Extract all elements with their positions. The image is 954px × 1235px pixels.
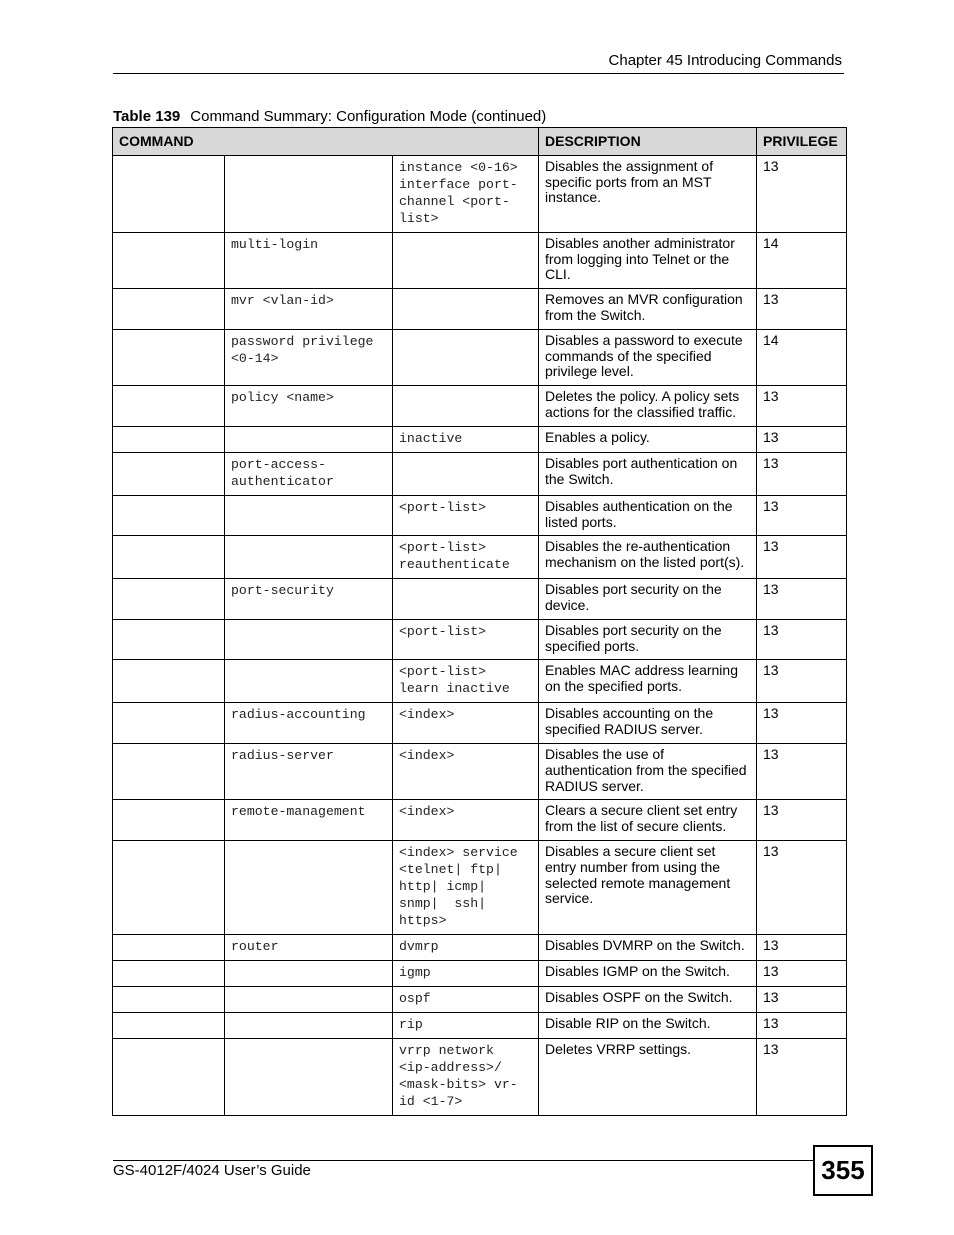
command-level3-cell: ospf bbox=[393, 987, 539, 1013]
table-row bbox=[113, 536, 847, 579]
description-cell: Enables a policy. bbox=[539, 427, 757, 453]
command-level3-cell: <index> service <telnet| ftp| http| icmp| snmp| ssh| https> bbox=[393, 841, 539, 935]
description-cell: Disables a secure client set entry number from using the selected remote management service. bbox=[539, 841, 757, 935]
table-row bbox=[113, 1039, 847, 1116]
table-caption bbox=[113, 108, 546, 125]
table-row bbox=[113, 744, 847, 800]
description-cell: Disables another administrator from logging into Telnet or the CLI. bbox=[539, 233, 757, 289]
description-cell: Disables a password to execute commands of the specified privilege level. bbox=[539, 330, 757, 386]
table-row bbox=[113, 427, 847, 453]
command-level2-cell bbox=[225, 841, 393, 935]
description-cell: Disables port authentication on the Switch. bbox=[539, 453, 757, 496]
command-level1-cell bbox=[113, 703, 225, 744]
description-cell: Disable RIP on the Switch. bbox=[539, 1013, 757, 1039]
description-cell: Deletes VRRP settings. bbox=[539, 1039, 757, 1116]
command-level1-cell bbox=[113, 660, 225, 703]
command-level3-cell bbox=[393, 289, 539, 330]
command-level1-cell bbox=[113, 1013, 225, 1039]
command-level2-cell: policy <name> bbox=[225, 386, 393, 427]
command-level1-cell bbox=[113, 620, 225, 660]
table-row bbox=[113, 233, 847, 289]
command-level1-cell bbox=[113, 289, 225, 330]
command-level3-cell: inactive bbox=[393, 427, 539, 453]
command-level1-cell bbox=[113, 579, 225, 620]
privilege-cell: 13 bbox=[757, 156, 847, 233]
command-level1-cell bbox=[113, 330, 225, 386]
privilege-cell: 13 bbox=[757, 987, 847, 1013]
command-level3-cell bbox=[393, 453, 539, 496]
privilege-header: PRIVILEGE bbox=[757, 128, 847, 156]
description-cell: Disables the assignment of specific ports from an MST instance. bbox=[539, 156, 757, 233]
table-row bbox=[113, 660, 847, 703]
privilege-cell: 13 bbox=[757, 1039, 847, 1116]
command-level2-cell: remote-management bbox=[225, 800, 393, 841]
description-cell: Disables accounting on the specified RADIUS server. bbox=[539, 703, 757, 744]
table-caption-title: Command Summary: Configuration Mode (continued) bbox=[190, 108, 547, 125]
command-level2-cell bbox=[225, 1039, 393, 1116]
command-level3-cell: <index> bbox=[393, 744, 539, 800]
table-row bbox=[113, 800, 847, 841]
command-level1-cell bbox=[113, 1039, 225, 1116]
privilege-cell: 14 bbox=[757, 233, 847, 289]
command-level1-cell bbox=[113, 386, 225, 427]
command-level1-cell bbox=[113, 935, 225, 961]
chapter-title: Chapter 45 Introducing Commands bbox=[608, 52, 842, 69]
description-cell: Deletes the policy. A policy sets actions for the classified traffic. bbox=[539, 386, 757, 427]
privilege-cell: 13 bbox=[757, 579, 847, 620]
command-level3-cell: rip bbox=[393, 1013, 539, 1039]
description-cell: Clears a secure client set entry from the list of secure clients. bbox=[539, 800, 757, 841]
footer-rule bbox=[113, 1160, 813, 1161]
command-level2-cell: router bbox=[225, 935, 393, 961]
privilege-cell: 13 bbox=[757, 841, 847, 935]
command-level2-cell bbox=[225, 427, 393, 453]
description-header: DESCRIPTION bbox=[539, 128, 757, 156]
command-header: COMMAND bbox=[113, 128, 539, 156]
command-level3-cell: <index> bbox=[393, 703, 539, 744]
privilege-cell: 14 bbox=[757, 330, 847, 386]
command-level1-cell bbox=[113, 800, 225, 841]
description-cell: Disables IGMP on the Switch. bbox=[539, 961, 757, 987]
privilege-cell: 13 bbox=[757, 744, 847, 800]
command-level2-cell: password privilege <0-14> bbox=[225, 330, 393, 386]
table-header-row bbox=[113, 128, 847, 156]
command-level3-cell bbox=[393, 386, 539, 427]
command-level3-cell: <port-list> reauthenticate bbox=[393, 536, 539, 579]
description-cell: Removes an MVR configuration from the Switch. bbox=[539, 289, 757, 330]
command-level2-cell: multi-login bbox=[225, 233, 393, 289]
privilege-cell: 13 bbox=[757, 1013, 847, 1039]
table-row bbox=[113, 156, 847, 233]
table-row bbox=[113, 496, 847, 536]
table-row bbox=[113, 841, 847, 935]
command-level3-cell bbox=[393, 330, 539, 386]
command-level1-cell bbox=[113, 156, 225, 233]
page-number: 355 bbox=[813, 1145, 873, 1196]
command-level2-cell bbox=[225, 536, 393, 579]
table-row bbox=[113, 620, 847, 660]
command-level1-cell bbox=[113, 961, 225, 987]
command-level1-cell bbox=[113, 987, 225, 1013]
command-level3-cell: dvmrp bbox=[393, 935, 539, 961]
privilege-cell: 13 bbox=[757, 496, 847, 536]
command-level3-cell bbox=[393, 579, 539, 620]
command-level1-cell bbox=[113, 427, 225, 453]
table-row bbox=[113, 453, 847, 496]
table-row bbox=[113, 386, 847, 427]
command-level1-cell bbox=[113, 233, 225, 289]
guide-title: GS-4012F/4024 User’s Guide bbox=[113, 1162, 311, 1179]
command-level1-cell bbox=[113, 496, 225, 536]
table-row bbox=[113, 703, 847, 744]
header-rule bbox=[113, 73, 844, 74]
command-level3-cell: <port-list> bbox=[393, 620, 539, 660]
table-row bbox=[113, 1013, 847, 1039]
command-level3-cell: vrrp network <ip-address>/ <mask-bits> vr- id <1-7> bbox=[393, 1039, 539, 1116]
table-row bbox=[113, 987, 847, 1013]
command-level3-cell: instance <0-16> interface port- channel <port- list> bbox=[393, 156, 539, 233]
privilege-cell: 13 bbox=[757, 453, 847, 496]
command-level3-cell: <port-list> learn inactive bbox=[393, 660, 539, 703]
command-level2-cell bbox=[225, 987, 393, 1013]
command-level2-cell: port-security bbox=[225, 579, 393, 620]
privilege-cell: 13 bbox=[757, 800, 847, 841]
description-cell: Disables authentication on the listed ports. bbox=[539, 496, 757, 536]
command-level2-cell bbox=[225, 961, 393, 987]
command-level2-cell bbox=[225, 1013, 393, 1039]
command-summary-table bbox=[112, 127, 847, 1116]
command-level1-cell bbox=[113, 744, 225, 800]
description-cell: Disables DVMRP on the Switch. bbox=[539, 935, 757, 961]
table-row bbox=[113, 330, 847, 386]
table-row bbox=[113, 961, 847, 987]
privilege-cell: 13 bbox=[757, 386, 847, 427]
command-level1-cell bbox=[113, 453, 225, 496]
privilege-cell: 13 bbox=[757, 703, 847, 744]
privilege-cell: 13 bbox=[757, 961, 847, 987]
description-cell: Disables port security on the device. bbox=[539, 579, 757, 620]
privilege-cell: 13 bbox=[757, 289, 847, 330]
description-cell: Disables port security on the specified ports. bbox=[539, 620, 757, 660]
privilege-cell: 13 bbox=[757, 660, 847, 703]
command-level1-cell bbox=[113, 536, 225, 579]
command-level2-cell: radius-server bbox=[225, 744, 393, 800]
description-cell: Disables the re-authentication mechanism on the listed port(s). bbox=[539, 536, 757, 579]
privilege-cell: 13 bbox=[757, 620, 847, 660]
command-level2-cell bbox=[225, 660, 393, 703]
description-cell: Disables the use of authentication from the specified RADIUS server. bbox=[539, 744, 757, 800]
table-row bbox=[113, 935, 847, 961]
privilege-cell: 13 bbox=[757, 536, 847, 579]
command-level3-cell: <index> bbox=[393, 800, 539, 841]
privilege-cell: 13 bbox=[757, 427, 847, 453]
table-row bbox=[113, 289, 847, 330]
command-level3-cell: igmp bbox=[393, 961, 539, 987]
command-level3-cell bbox=[393, 233, 539, 289]
description-cell: Enables MAC address learning on the specified ports. bbox=[539, 660, 757, 703]
table-caption-label: Table 139 bbox=[113, 108, 181, 125]
description-cell: Disables OSPF on the Switch. bbox=[539, 987, 757, 1013]
command-level3-cell: <port-list> bbox=[393, 496, 539, 536]
command-level2-cell bbox=[225, 156, 393, 233]
command-level2-cell: port-access- authenticator bbox=[225, 453, 393, 496]
command-level2-cell: radius-accounting bbox=[225, 703, 393, 744]
command-level2-cell bbox=[225, 496, 393, 536]
command-level1-cell bbox=[113, 841, 225, 935]
command-level2-cell: mvr <vlan-id> bbox=[225, 289, 393, 330]
table-row bbox=[113, 579, 847, 620]
privilege-cell: 13 bbox=[757, 935, 847, 961]
command-level2-cell bbox=[225, 620, 393, 660]
